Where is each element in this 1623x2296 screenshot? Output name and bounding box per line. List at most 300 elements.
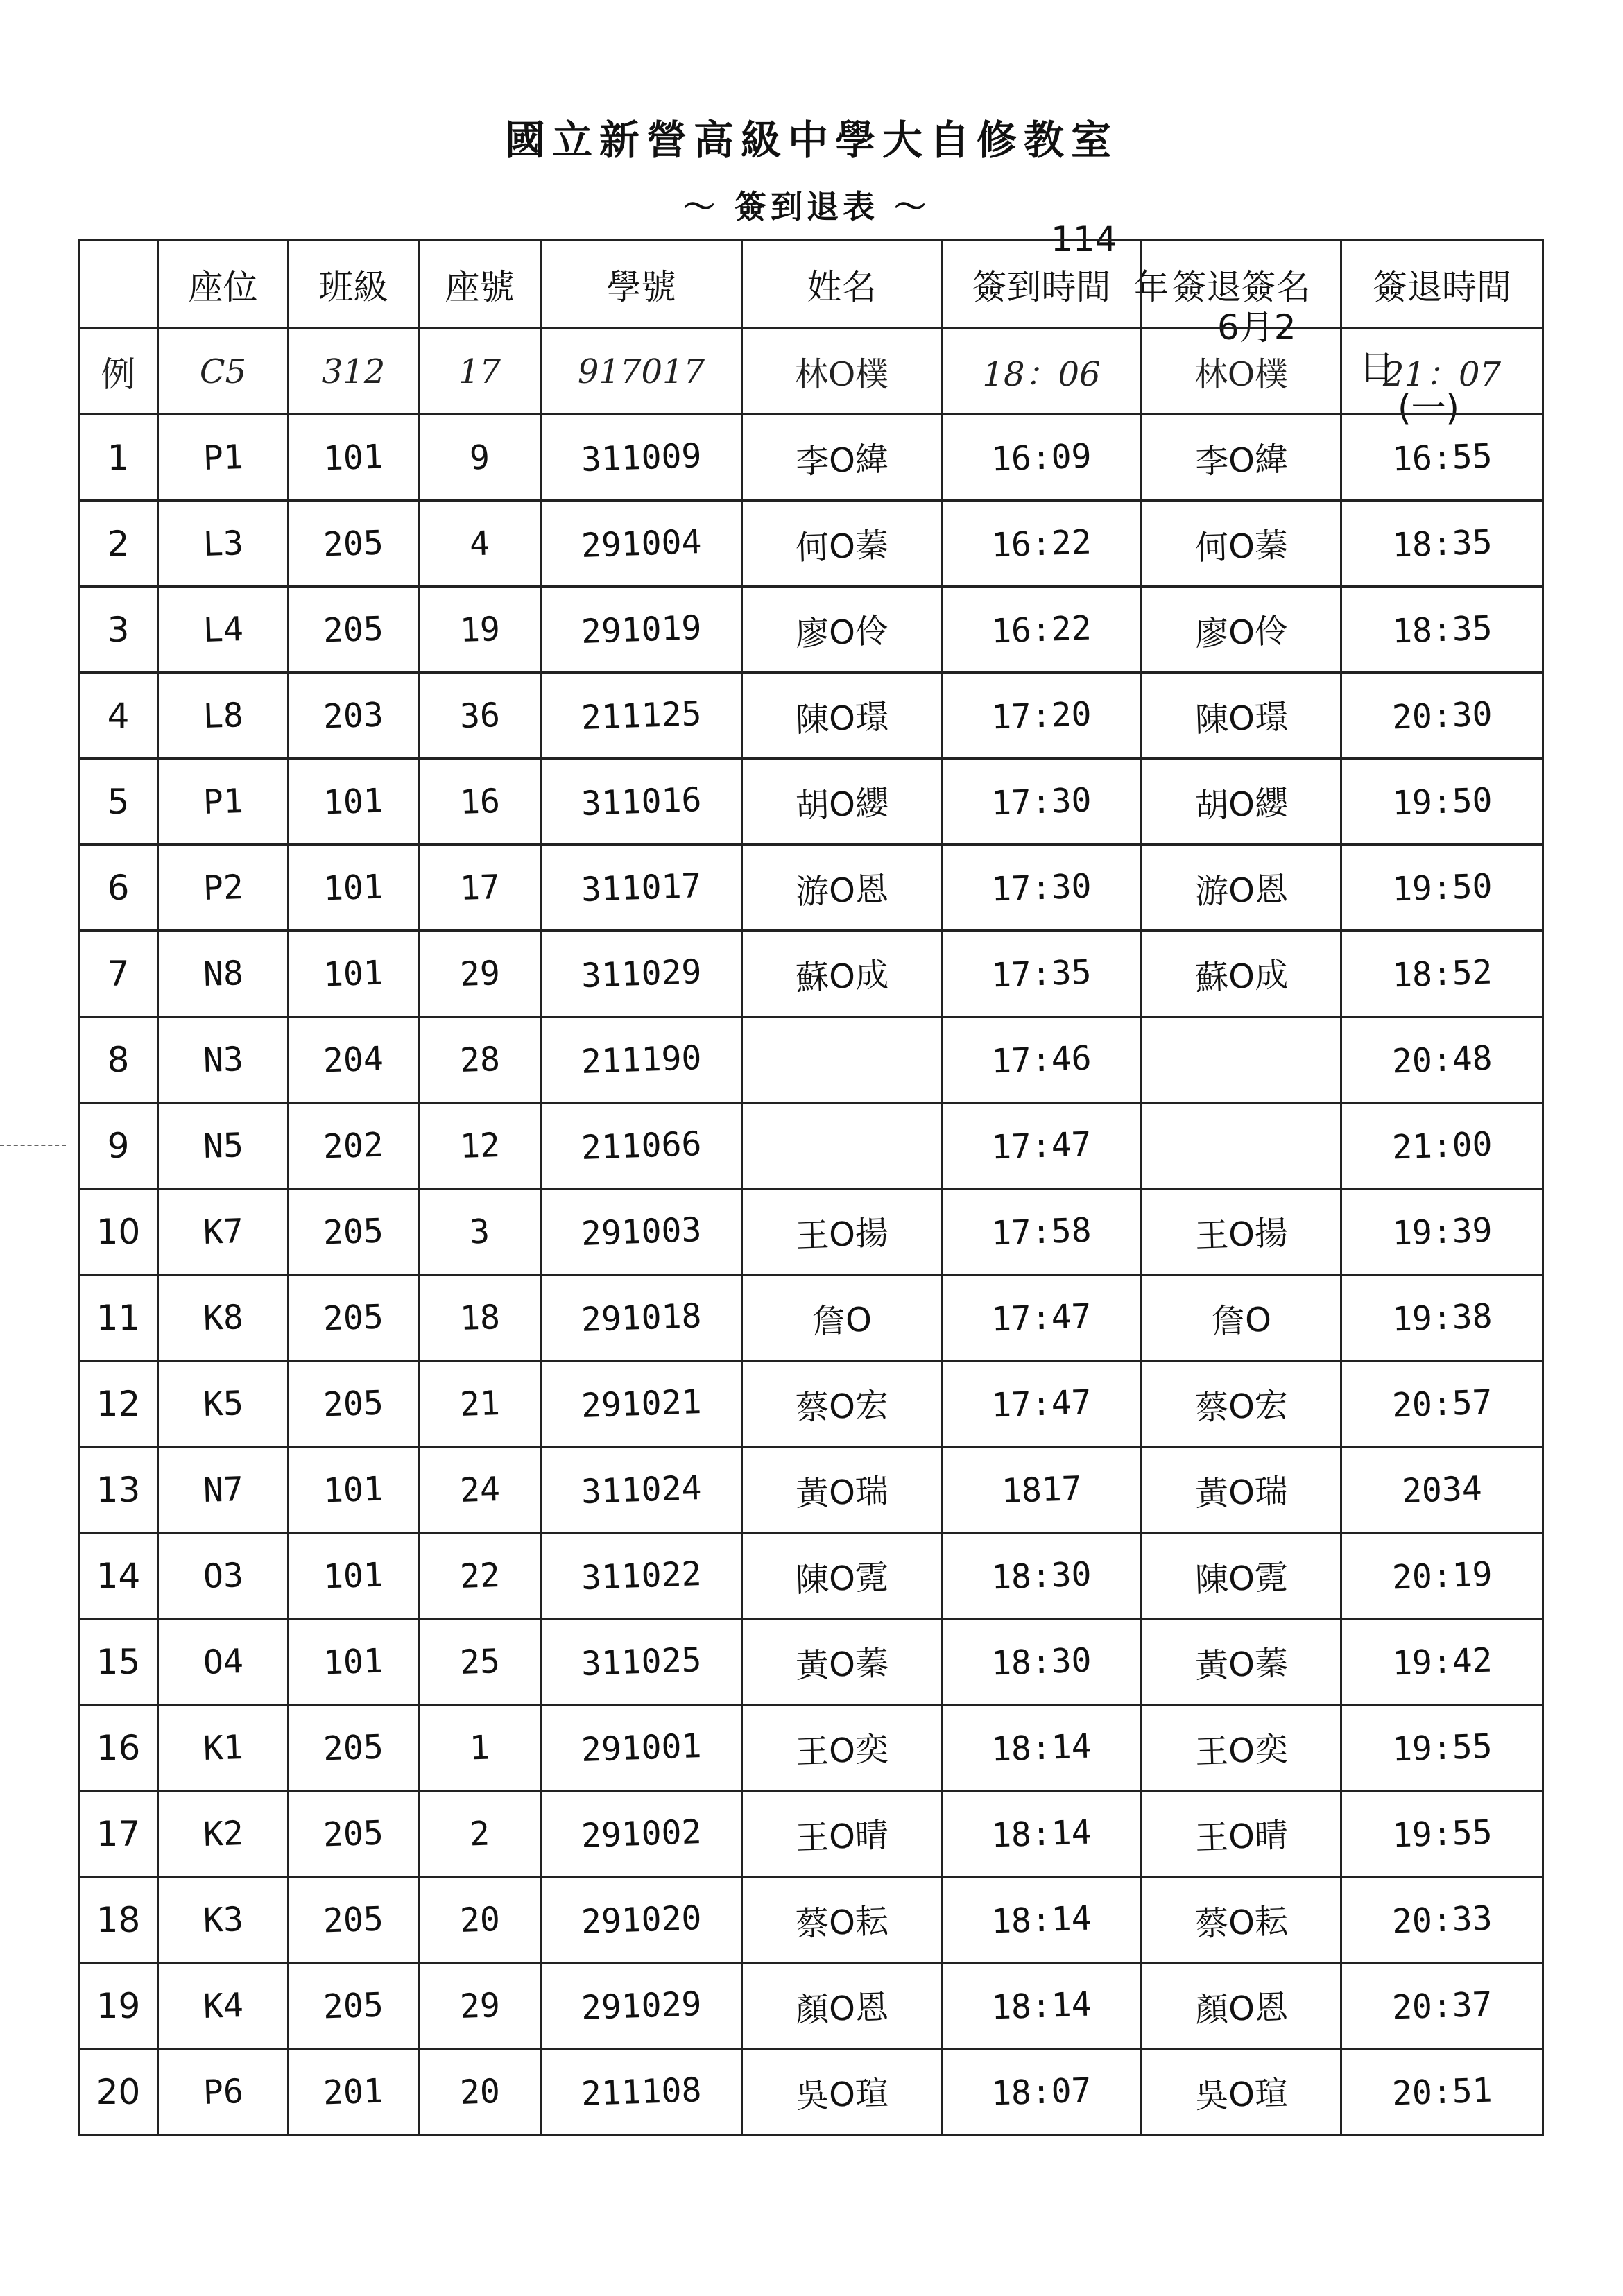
cell-text: 21：07 [1382,355,1502,394]
cell-text: P6 [202,2071,244,2112]
cell-text: 19:39 [1391,1210,1493,1253]
cell-text: 廖O伶 [1194,611,1289,654]
table-row [79,673,1543,759]
table-row [79,845,1543,931]
cell-student-id [541,1275,742,1361]
cell-seat [158,673,289,759]
cell-sign-in-time [942,759,1142,845]
cell-index [79,1705,158,1791]
cell-text: O4 [202,1641,244,1682]
cell-text: 36 [458,695,501,736]
cell-text: 17:58 [990,1210,1092,1253]
cell-text: 蔡O宏 [794,1385,889,1428]
cell-student-id [541,1361,742,1447]
cell-text: 205 [323,1813,384,1854]
header-row [79,241,1543,329]
cell-sign-out-signature [1142,1189,1341,1275]
cell-sign-out-signature [1142,329,1341,415]
column-header-sign-out-time: 簽退時間 [1341,241,1543,329]
cell-index [79,1619,158,1705]
cell-text: K3 [202,1899,244,1940]
cell-text: 李O緯 [794,439,889,482]
cell-text: 17:30 [990,866,1092,909]
cell-sign-out-time [1341,1533,1543,1619]
cell-text: 20:30 [1391,694,1493,737]
cell-sign-out-time [1341,1619,1543,1705]
cell-class [289,501,419,587]
cell-text: 203 [323,695,384,736]
cell-name [742,845,942,931]
cell-text: 29 [458,953,501,994]
table-row [79,1361,1543,1447]
cell-student-id [541,1877,742,1963]
cell-index [79,845,158,931]
cell-index [79,329,158,415]
cell-sign-in-time [942,1533,1142,1619]
cell-index [79,1877,158,1963]
cell-text: 17:47 [990,1124,1092,1167]
cell-class [289,1619,419,1705]
cell-text: 17:47 [990,1382,1092,1425]
cell-text: 游O恩 [794,869,889,912]
cell-text: 22 [458,1555,501,1596]
cell-sign-out-time [1341,1361,1543,1447]
cell-seat-number [419,1877,541,1963]
cell-sign-out-signature [1142,1619,1341,1705]
cell-student-id [541,1791,742,1877]
cell-sign-out-time [1341,1275,1543,1361]
table-row [79,501,1543,587]
cell-text: 18:30 [990,1640,1092,1684]
cell-student-id [541,845,742,931]
cell-text: 9 [107,1125,130,1166]
cell-seat [158,845,289,931]
cell-text: 18：06 [982,355,1101,394]
cell-text: 17:20 [990,694,1092,737]
cell-class [289,1705,419,1791]
cell-seat [158,931,289,1017]
cell-student-id [541,759,742,845]
cell-text: 18:14 [990,1984,1092,2028]
cell-text: 311016 [580,780,703,823]
cell-student-id [541,1447,742,1533]
cell-sign-out-time [1341,1189,1543,1275]
cell-sign-out-time [1341,1963,1543,2049]
cell-text: 101 [323,781,384,822]
cell-text: N7 [202,1469,244,1510]
cell-text: N5 [202,1125,244,1166]
cell-seat-number [419,1361,541,1447]
cell-text: 18:52 [1391,952,1493,995]
cell-sign-in-time [942,1361,1142,1447]
date-month-day: 6月2 [1217,307,1296,348]
cell-text: 1 [469,1728,490,1767]
cell-class [289,931,419,1017]
cell-text: 17 [96,1813,141,1854]
table-row [79,1963,1543,2049]
cell-sign-out-time [1341,587,1543,673]
cell-name [742,1361,942,1447]
cell-text: C5 [199,352,247,391]
cell-sign-out-signature [1142,1877,1341,1963]
cell-seat-number [419,1619,541,1705]
cell-text: 291002 [580,1812,703,1856]
table-row [79,2049,1543,2135]
column-header-student-id: 學號 [541,241,742,329]
cell-text: 20:37 [1391,1984,1493,2028]
cell-sign-in-time [942,587,1142,673]
cell-name [742,587,942,673]
cell-text: 4 [469,524,490,563]
column-header-class: 班級 [289,241,419,329]
cell-name [742,1103,942,1189]
cell-seat [158,1361,289,1447]
cell-text: 205 [323,609,384,650]
cell-sign-out-time [1341,1447,1543,1533]
cell-sign-out-time [1341,415,1543,501]
cell-text: 21:00 [1391,1124,1493,1167]
cell-text: 何O蓁 [794,525,889,568]
table-row [79,1533,1543,1619]
cell-seat [158,759,289,845]
table-row [79,1017,1543,1103]
cell-text: 14 [96,1555,141,1596]
cell-seat [158,1275,289,1361]
cell-seat [158,1017,289,1103]
cell-text: 311009 [580,436,703,479]
cell-sign-out-time [1341,1877,1543,1963]
cell-text: K8 [202,1297,244,1338]
cell-text: 16:22 [990,522,1092,565]
cell-seat [158,1877,289,1963]
cell-text: 11 [96,1297,141,1338]
cell-seat-number [419,1705,541,1791]
cell-sign-in-time [942,845,1142,931]
cell-sign-in-time [942,931,1142,1017]
cell-seat-number [419,501,541,587]
cell-sign-out-time [1341,931,1543,1017]
cell-text: 291021 [580,1382,703,1425]
cell-text: 17:47 [990,1296,1092,1339]
cell-text: 20:48 [1391,1038,1493,1081]
example-row [79,329,1543,415]
cell-text: 201 [323,2071,384,2112]
cell-name [742,931,942,1017]
cell-text: 蔡O耘 [794,1901,889,1944]
cell-text: 20 [458,2071,501,2112]
cell-sign-out-signature [1142,1533,1341,1619]
cell-text: 311025 [580,1640,703,1684]
cell-text: P1 [202,781,244,822]
cell-text: 吳O瑄 [1194,2073,1289,2116]
cell-class [289,1017,419,1103]
cell-text: 蔡O宏 [1194,1385,1289,1428]
attendance-table [78,239,1544,2136]
cell-seat-number [419,1963,541,2049]
cell-student-id [541,1189,742,1275]
cell-text: K4 [202,1985,244,2026]
cell-student-id [541,501,742,587]
cell-seat-number [419,415,541,501]
cell-text: 18:30 [990,1554,1092,1597]
cell-name [742,673,942,759]
cell-text: 17 [458,352,501,391]
cell-text: 2034 [1401,1468,1483,1511]
cell-text: 16 [96,1727,141,1768]
cell-sign-in-time [942,1791,1142,1877]
cell-text: 205 [323,1985,384,2026]
cell-class [289,1103,419,1189]
cell-text: 101 [323,1555,384,1596]
cell-sign-in-time [942,1619,1142,1705]
cell-index [79,1533,158,1619]
page-title: 國立新營高級中學大自修教室 [504,117,1118,164]
cell-text: 陳O璟 [794,697,889,740]
cell-name [742,1877,942,1963]
cell-text: 游O恩 [1194,869,1289,912]
cell-text: 19 [96,1985,141,2026]
date-year-unit: 年 [1134,267,1169,307]
cell-text: 王O晴 [1194,1815,1289,1858]
cell-seat [158,1189,289,1275]
cell-seat [158,501,289,587]
table-row [79,587,1543,673]
cell-student-id [541,1533,742,1619]
cell-student-id [541,1963,742,2049]
cell-class [289,759,419,845]
cell-text: 王O揚 [794,1213,889,1256]
cell-text: 胡O纓 [794,783,889,826]
cell-text: L8 [202,695,244,736]
cell-seat [158,1791,289,1877]
cell-text: 19:38 [1391,1296,1493,1339]
cell-seat [158,1619,289,1705]
cell-text: 詹O [1210,1300,1272,1342]
cell-sign-in-time [942,329,1142,415]
column-header-name: 姓名 [742,241,942,329]
cell-text: K1 [202,1727,244,1768]
cell-text: 29 [458,1985,501,2026]
cell-text: 291029 [580,1984,703,2028]
cell-name [742,1275,942,1361]
cell-text: 101 [323,1641,384,1682]
cell-sign-out-time [1341,1103,1543,1189]
cell-sign-out-time [1341,329,1543,415]
cell-text: 101 [323,437,384,478]
table-row [79,1189,1543,1275]
cell-text: 211125 [580,694,703,737]
cell-seat-number [419,673,541,759]
cell-class [289,1189,419,1275]
cell-sign-in-time [942,415,1142,501]
cell-text: 20:57 [1391,1382,1493,1425]
cell-text: 林O樸 [794,355,889,394]
cell-sign-in-time [942,1189,1142,1275]
table-body [79,329,1543,2135]
cell-text: 18 [458,1297,501,1338]
cell-text: P2 [202,867,244,908]
cell-name [742,1705,942,1791]
cell-text: P1 [202,437,244,478]
cell-text: 17:30 [990,780,1092,823]
cell-text: 24 [458,1469,501,1510]
cell-student-id [541,1103,742,1189]
table-row [79,1447,1543,1533]
cell-text: 6 [107,867,130,908]
cell-text: 15 [96,1641,141,1682]
cell-sign-in-time [942,1705,1142,1791]
cell-text: 211190 [580,1038,703,1081]
cell-name [742,415,942,501]
cell-index [79,1017,158,1103]
cell-text: 19:55 [1391,1726,1493,1770]
cell-class [289,1791,419,1877]
cell-name [742,1447,942,1533]
cell-text: 13 [96,1469,141,1510]
cell-student-id [541,1705,742,1791]
cell-sign-out-signature [1142,931,1341,1017]
cell-text: 例 [101,354,136,395]
cell-sign-in-time [942,501,1142,587]
cell-text: 8 [107,1039,130,1080]
cell-sign-out-signature [1142,501,1341,587]
cell-index [79,759,158,845]
cell-class [289,673,419,759]
cell-text: 205 [323,1211,384,1252]
cell-seat-number [419,587,541,673]
cell-text: 黃O瑞 [794,1471,889,1514]
cell-sign-in-time [942,1275,1142,1361]
cell-student-id [541,415,742,501]
cell-class [289,329,419,415]
cell-text: 黃O蓁 [794,1643,889,1686]
cell-sign-out-time [1341,1705,1543,1791]
cell-seat [158,1447,289,1533]
cell-text: 19:55 [1391,1812,1493,1856]
cell-text: 205 [323,1297,384,1338]
cell-index [79,1189,158,1275]
table-row [79,1791,1543,1877]
cell-student-id [541,587,742,673]
cell-text: 蔡O耘 [1194,1901,1289,1944]
cell-text: 10 [96,1211,141,1252]
cell-text: 蘇O成 [1194,955,1289,998]
cell-class [289,1533,419,1619]
cell-sign-out-signature [1142,1017,1341,1103]
column-header-sign-out-signature: 簽退簽名 [1142,241,1341,329]
cell-text: 20:19 [1391,1554,1493,1597]
cell-text: 16:55 [1391,436,1493,479]
cell-seat-number [419,1103,541,1189]
cell-seat-number [419,1275,541,1361]
cell-class [289,1963,419,2049]
table-row [79,931,1543,1017]
cell-text: 101 [323,867,384,908]
cell-name [742,759,942,845]
cell-index [79,1103,158,1189]
cell-text: 12 [96,1383,141,1424]
cell-text: 205 [323,1899,384,1940]
cell-seat-number [419,1447,541,1533]
cell-text: 17:35 [990,952,1092,995]
cell-index [79,501,158,587]
cell-text: 3 [469,1212,490,1251]
cell-text: 詹O [811,1300,873,1342]
cell-name [742,1963,942,2049]
cell-sign-out-time [1341,1017,1543,1103]
cell-index [79,1275,158,1361]
cell-index [79,1361,158,1447]
cell-seat [158,2049,289,2135]
cell-sign-in-time [942,1447,1142,1533]
table-row [79,1103,1543,1189]
cell-sign-out-signature [1142,1447,1341,1533]
cell-seat [158,415,289,501]
cell-seat-number [419,1533,541,1619]
cell-text: 17 [458,867,501,908]
cell-class [289,1447,419,1533]
cell-name [742,1791,942,1877]
cell-seat-number [419,759,541,845]
cell-text: 王O晴 [794,1815,889,1858]
cell-text: 顏O恩 [1194,1987,1289,2030]
cell-index [79,2049,158,2135]
cell-text: 吳O瑄 [794,2073,889,2116]
cell-text: 王O揚 [1194,1213,1289,1256]
cell-text: 19:50 [1391,780,1493,823]
cell-seat [158,587,289,673]
cell-text: 19 [458,609,501,650]
cell-text: 陳O霓 [794,1557,889,1600]
cell-sign-in-time [942,1017,1142,1103]
cell-text: 胡O纓 [1194,783,1289,826]
cell-text: 28 [458,1039,501,1080]
cell-student-id [541,931,742,1017]
cell-text: 18:14 [990,1898,1092,1942]
cell-text: 917017 [577,352,705,391]
cell-name [742,1533,942,1619]
table-row [79,759,1543,845]
cell-text: 20:51 [1391,2070,1493,2114]
cell-text: 291003 [580,1210,703,1253]
column-header-seat-number: 座號 [419,241,541,329]
cell-text: 王O奕 [1194,1729,1289,1772]
cell-student-id [541,2049,742,2135]
cell-text: 廖O伶 [794,611,889,654]
cell-name [742,1189,942,1275]
cell-text: 311017 [580,866,703,909]
cell-text: 291019 [580,608,703,651]
cell-student-id [541,1017,742,1103]
cell-text: 202 [323,1125,384,1166]
cell-text: 蘇O成 [794,955,889,998]
cell-text: 12 [458,1125,501,1166]
cell-text: 18:14 [990,1812,1092,1856]
scan-margin-mark [0,1145,66,1146]
cell-text: K2 [202,1813,244,1854]
cell-text: 211066 [580,1124,703,1167]
cell-text: 25 [458,1641,501,1682]
cell-text: 311022 [580,1554,703,1597]
cell-text: 205 [323,523,384,564]
cell-text: 291018 [580,1296,703,1339]
cell-text: L4 [202,609,244,650]
cell-text: 18:35 [1391,608,1493,651]
cell-name [742,329,942,415]
date-weekday: (一) [1398,388,1460,428]
cell-text: 1 [107,437,130,478]
cell-sign-out-time [1341,1791,1543,1877]
